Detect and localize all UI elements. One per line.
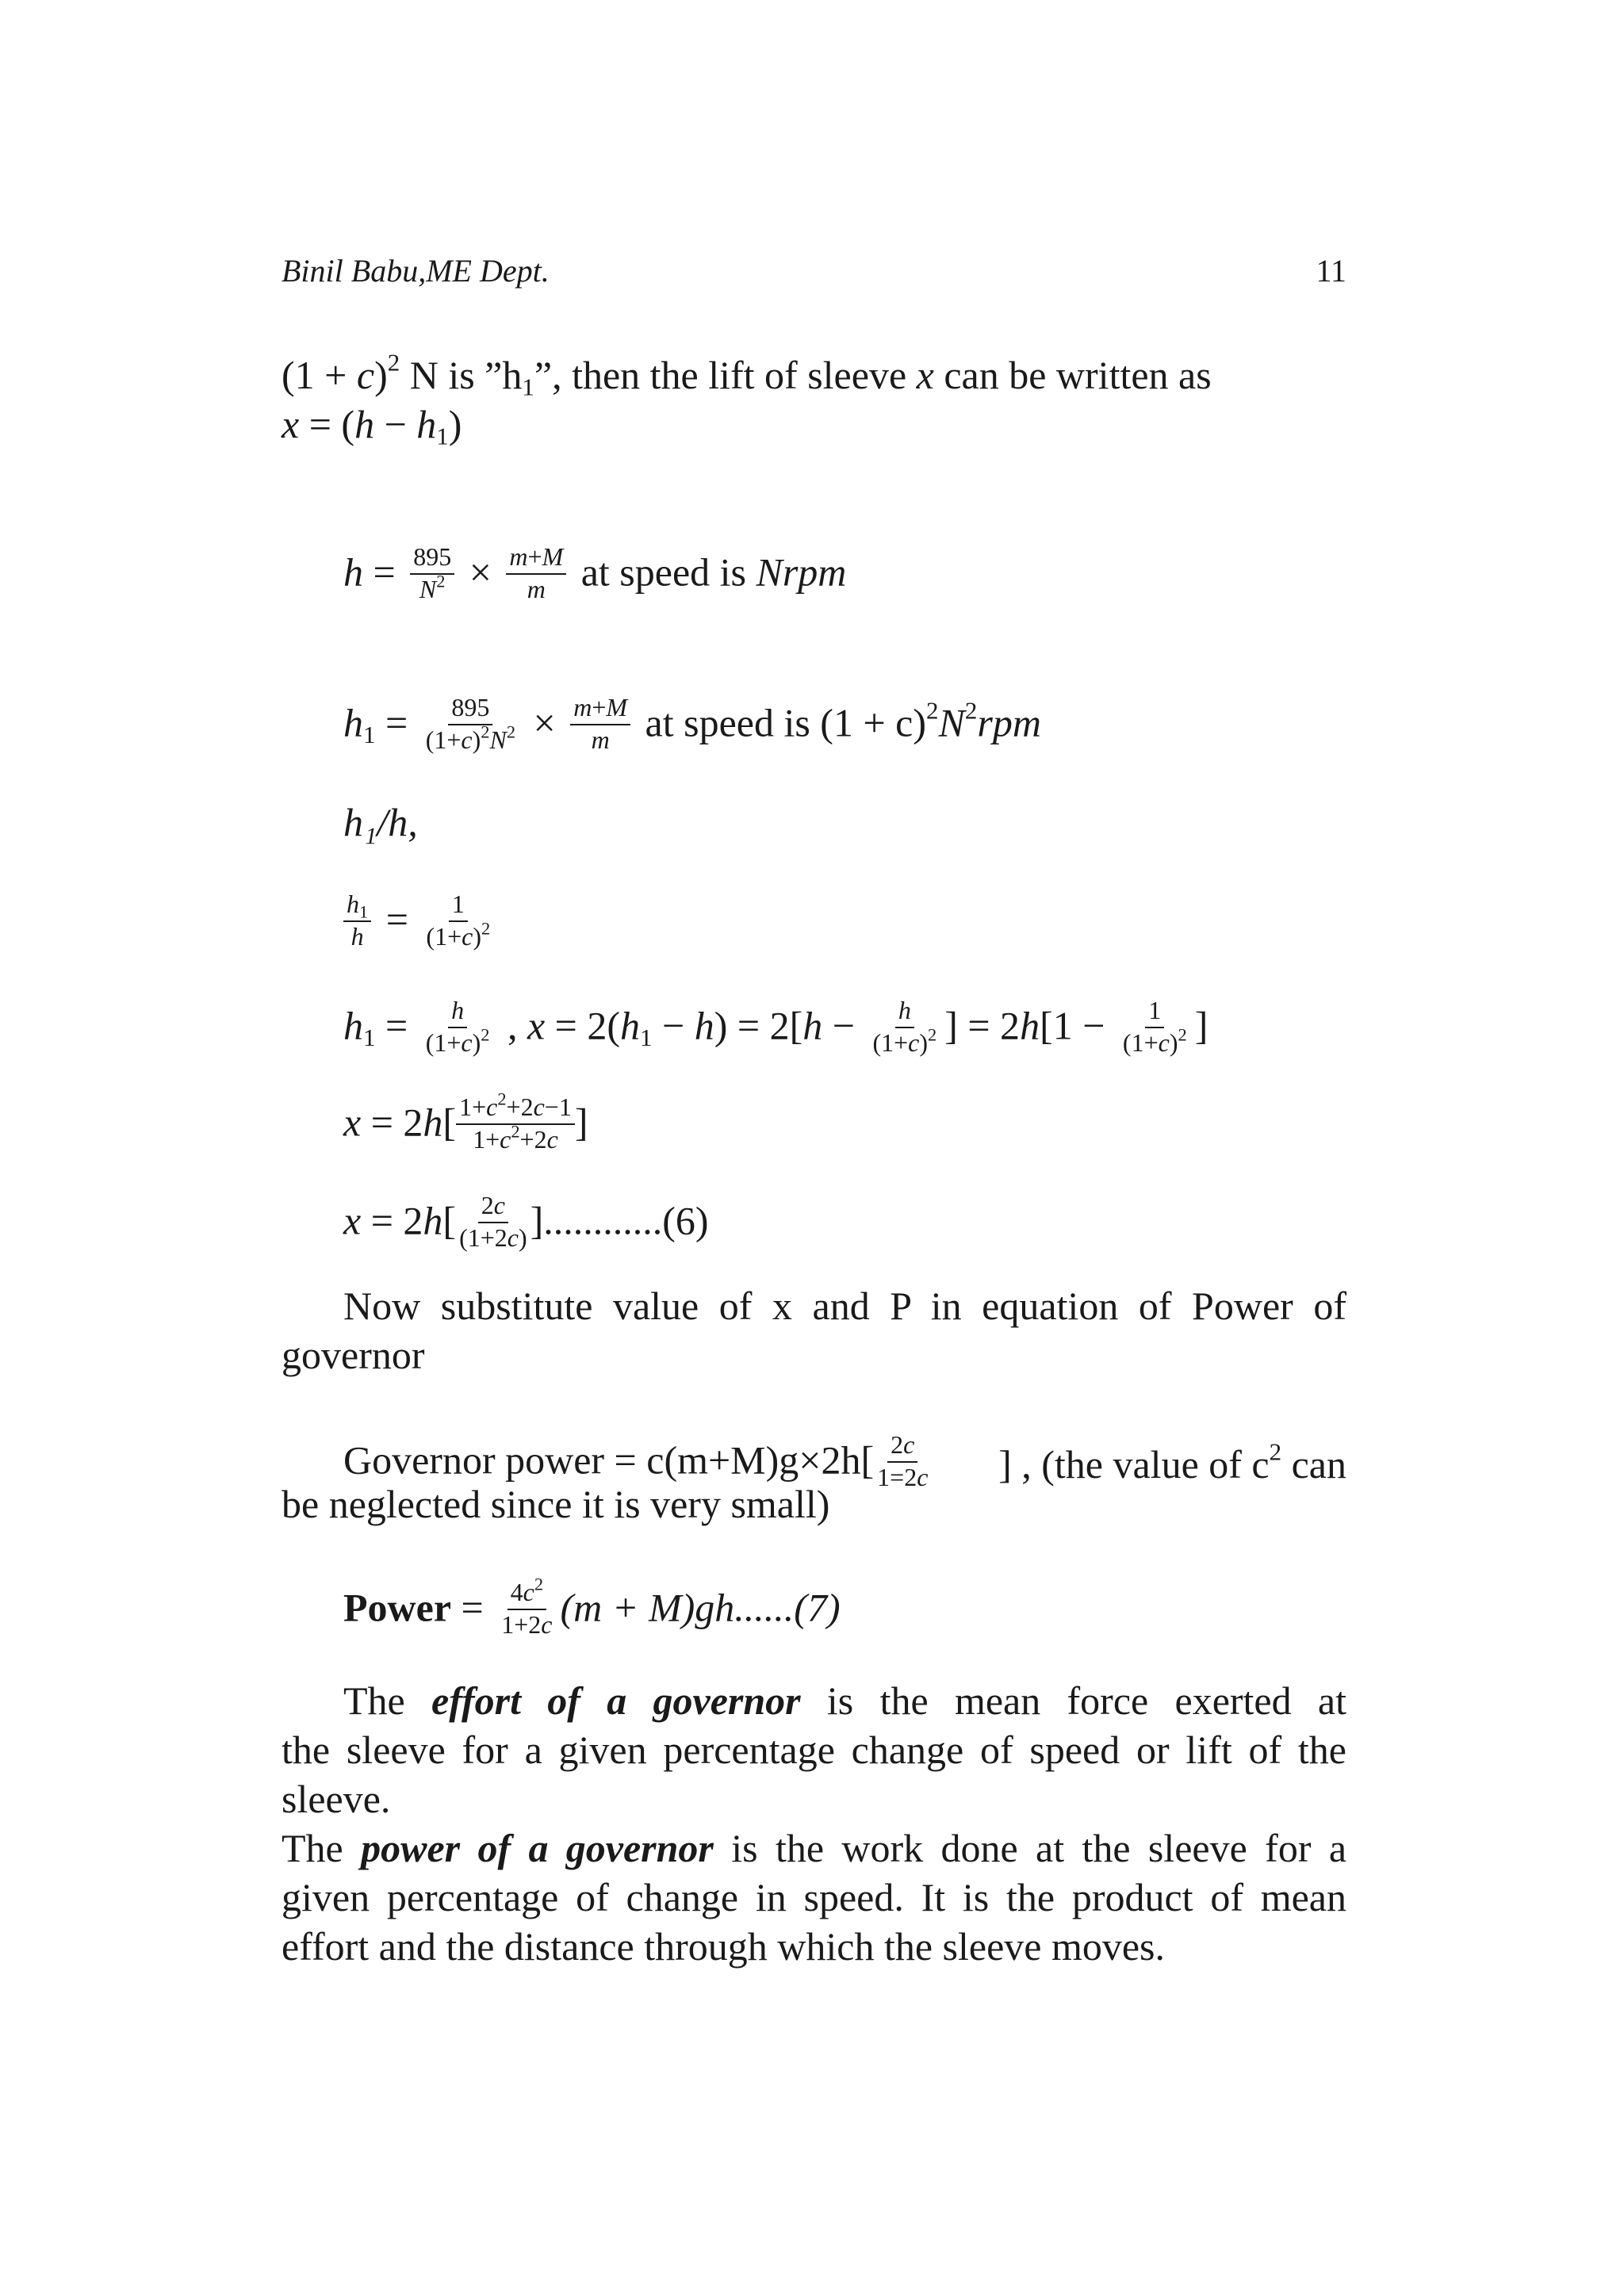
substitute-line-2: governor bbox=[282, 1333, 425, 1377]
effort-line-2: the sleeve for a given percentage change of speed or lift of the bbox=[282, 1728, 1346, 1772]
governor-power-line-1: Governor power = c(m+M)g×2h[ $\frac{2c}{1=2c}$ ] , (the value of $c^2$ can bbox=[343, 1430, 1346, 1491]
substitute-line-1: Now substitute value of x and P in equation of Power of bbox=[343, 1284, 1346, 1328]
fraction: $\frac{4c^2}{1+2c}$ bbox=[501, 1574, 553, 1639]
power-def-line-3: effort and the distance through which the sleeve moves. bbox=[282, 1924, 1166, 1969]
fraction: $\frac{2c}{(1+2c)}$ bbox=[459, 1191, 527, 1252]
equation-h: h = $\frac{895}{N^2}$ × $\frac{m+M}{m}$ at speed is Nrpm bbox=[343, 542, 847, 603]
fraction: $\frac{895}{N^2}$ bbox=[410, 544, 454, 603]
power-def-line-1: The power of a governor is the work done at the sleeve for a bbox=[282, 1826, 1347, 1870]
header-author: Binil Babu,ME Dept. bbox=[282, 253, 550, 289]
effort-line-3: sleeve. bbox=[282, 1777, 391, 1821]
fraction: $\frac{h}{(1+c)^2}$ bbox=[425, 996, 490, 1057]
power-def-line-2: given percentage of change in speed. It is the product of mean bbox=[282, 1875, 1346, 1919]
fraction: $\frac{1}{(1+c)^2}$ bbox=[426, 890, 491, 951]
fraction: $\frac{895}{(1+c)^2N^2}$ bbox=[425, 693, 516, 754]
intro-line-1: $(1 + c)^2$ N is $”h_1$”, then the lift of sleeve x can be written as bbox=[282, 348, 1212, 401]
equation-ratio: $\frac{h_1}{h}$ = $\frac{1}{(1+c)^2}$ bbox=[343, 894, 498, 953]
equation-6: x = 2h[ $\frac{2c}{(1+2c)}$ ]............(6) bbox=[343, 1191, 709, 1252]
equation-x-expanded: x = 2h[ $\frac{1+c^2+2c-1}{1+c^2+2c}$ ] bbox=[343, 1089, 588, 1154]
effort-line-1: The effort of a governor is the mean force exerted at bbox=[343, 1678, 1346, 1723]
equation-h1: $h_1$ = $\frac{895}{(1+c)^2N^2}$ × $\frac{m+M}{m}$ at speed is $(1 + c)^2N^2rpm$ bbox=[343, 693, 1041, 754]
page-number: 11 bbox=[1316, 253, 1346, 289]
fraction: $\frac{h}{(1+c)^2}$ bbox=[872, 996, 937, 1057]
governor-power-line-2: be neglected since it is very small) bbox=[282, 1482, 830, 1526]
equation-x-derivation: $h_1$ = $\frac{h}{(1+c)^2}$ , $x = 2(h_1 - h) = 2[h$ − $\frac{h}{(1+c)^2}$ ] = 2h[1 − $\frac{1}{(1+c)^2}$ ] bbox=[343, 996, 1208, 1057]
fraction: $\frac{1+c^2+2c-1}{1+c^2+2c}$ bbox=[456, 1094, 575, 1153]
effort-term: effort of a governor bbox=[431, 1678, 801, 1723]
page-header bbox=[282, 252, 1346, 300]
power-term: power of a governor bbox=[361, 1826, 714, 1870]
ratio-label: h₁/h, bbox=[343, 800, 418, 844]
fraction: $\frac{2c}{1=2c}$ bbox=[877, 1430, 929, 1491]
fraction: $\frac{m+M}{m}$ bbox=[570, 695, 630, 753]
equation-7: Power = $\frac{4c^2}{1+2c}$ (m + M)gh......(7) bbox=[343, 1574, 841, 1639]
fraction: $\frac{h_1}{h}$ bbox=[343, 891, 371, 950]
fraction: $\frac{1}{(1+c)^2}$ bbox=[1122, 996, 1187, 1057]
intro-line-2: $x = (h - h_1)$ bbox=[282, 402, 462, 450]
fraction: $\frac{m+M}{m}$ bbox=[506, 544, 566, 603]
